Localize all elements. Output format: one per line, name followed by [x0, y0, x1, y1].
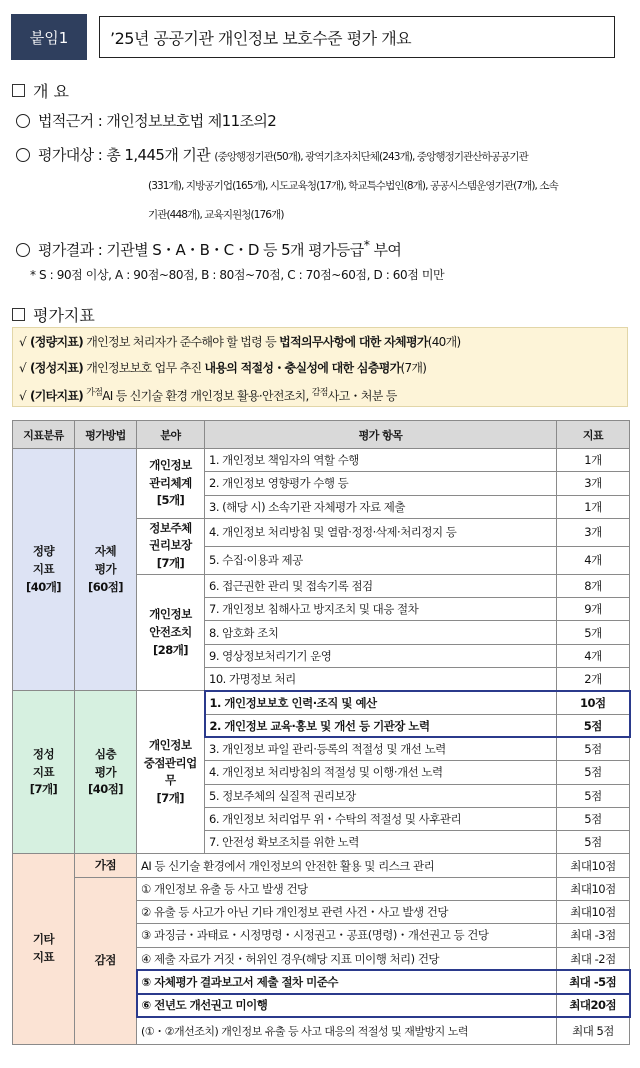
target-detail-2: (331개), 지방공기업(165개), 시도교육청(17개), 학교특수법인(8개), 공공시스템운영기관(7개), 소속	[148, 180, 558, 192]
circle-bullet-icon	[16, 243, 30, 257]
item-cell: ④ 제출 자료가 거짓・허위인 경우(해당 지표 미이행 처리) 건당	[137, 947, 557, 970]
table-row	[13, 877, 630, 900]
count-cell: 최대 5점	[557, 1017, 630, 1044]
result-line: 평가결과 : 기관별 S・A・B・C・D 등 5개 평가등급* 부여	[16, 237, 401, 260]
count-cell: 8개	[557, 574, 630, 597]
count-cell: 최대10점	[557, 901, 630, 924]
item-cell-highlighted: ⑤ 자체평가 결과보고서 제출 절차 미준수	[137, 970, 557, 993]
header-field: 분야	[137, 421, 205, 449]
check-icon: √	[19, 389, 26, 403]
count-cell: 9개	[557, 598, 630, 621]
quant-method-cell: 자체 평가 [60점]	[75, 449, 137, 691]
count-cell-highlighted: 5점	[557, 714, 630, 737]
count-cell: 3개	[557, 518, 630, 546]
count-cell: 1개	[557, 495, 630, 518]
target-detail: (중앙행정기관(50개), 광역기초자치단체(243개), 중앙행정기관산하공공기관	[214, 151, 528, 163]
evaluation-table	[12, 420, 631, 1045]
bonus-cell: 가점	[75, 854, 137, 877]
header-class: 지표분류	[13, 421, 75, 449]
header-item: 평가 항목	[205, 421, 557, 449]
check-icon: √	[19, 361, 26, 375]
item-cell: 10. 가명정보 처리	[205, 668, 557, 691]
indicators-heading: 평가지표	[12, 303, 95, 326]
item-cell: 5. 정보주체의 실질적 권리보장	[205, 784, 557, 807]
item-cell: 8. 암호화 조치	[205, 621, 557, 644]
item-cell: 5. 수집·이용과 제공	[205, 546, 557, 574]
count-cell: 3개	[557, 472, 630, 495]
square-icon	[12, 84, 25, 97]
legal-basis: 법적근거 : 개인정보보호법 제11조의2	[16, 110, 276, 131]
count-cell: 2개	[557, 668, 630, 691]
count-cell-highlighted: 최대20점	[557, 994, 630, 1017]
count-cell-highlighted: 최대 -5점	[557, 970, 630, 993]
count-cell: 1개	[557, 449, 630, 472]
header-method: 평가방법	[75, 421, 137, 449]
item-cell: 9. 영상정보처리기기 운영	[205, 644, 557, 667]
count-cell: 5점	[557, 831, 630, 854]
item-cell: 3. 개인정보 파일 관리·등록의 적절성 및 개선 노력	[205, 737, 557, 760]
count-cell: 최대 -3점	[557, 924, 630, 947]
count-cell: 5개	[557, 621, 630, 644]
count-cell: 4개	[557, 644, 630, 667]
quant-class-cell: 정량 지표 [40개]	[13, 449, 75, 691]
circle-bullet-icon	[16, 114, 30, 128]
table-row	[13, 449, 630, 472]
item-cell: 6. 개인정보 처리업무 위・수탁의 적절성 및 사후관리	[205, 807, 557, 830]
page-title: ’25년 공공기관 개인정보 보호수준 평가 개요	[99, 16, 615, 58]
item-cell: 2. 개인정보 영향평가 수행 등	[205, 472, 557, 495]
item-cell: 7. 안전성 확보조치를 위한 노력	[205, 831, 557, 854]
item-cell: (①・②개선조치) 개인정보 유출 등 사고 대응의 적절성 및 재발방지 노력	[137, 1017, 557, 1044]
qual-class-cell: 정성 지표 [7개]	[13, 691, 75, 854]
field-focus: 개인정보 중점관리업 무 [7개]	[137, 691, 205, 854]
item-cell: 4. 개인정보 처리방침의 적절성 및 이행·개선 노력	[205, 761, 557, 784]
count-cell: 4개	[557, 546, 630, 574]
header-count: 지표	[557, 421, 630, 449]
count-cell: 5점	[557, 737, 630, 760]
indicator-line-qual: √ (정성지표) 개인정보보호 업무 추진 내용의 적절성・충실성에 대한 심층평가(7개)	[19, 361, 427, 375]
item-cell: ① 개인정보 유출 등 사고 발생 건당	[137, 877, 557, 900]
item-cell: 1. 개인정보 책임자의 역할 수행	[205, 449, 557, 472]
table-header-row	[13, 421, 630, 449]
item-cell: ② 유출 등 사고가 아닌 기타 개인정보 관련 사건・사고 발생 건당	[137, 901, 557, 924]
count-cell: 최대10점	[557, 877, 630, 900]
square-icon	[12, 308, 25, 321]
penalty-cell: 감점	[75, 877, 137, 1044]
item-cell-highlighted: ⑥ 전년도 개선권고 미이행	[137, 994, 557, 1017]
table-row	[13, 691, 630, 714]
table-row	[13, 854, 630, 877]
field-rights: 정보주체 권리보장 [7개]	[137, 518, 205, 574]
count-cell: 최대10점	[557, 854, 630, 877]
item-cell: 6. 접근권한 관리 및 접속기록 점검	[205, 574, 557, 597]
item-cell: AI 등 신기술 환경에서 개인정보의 안전한 활용 및 리스크 관리	[137, 854, 557, 877]
field-safety: 개인정보 안전조치 [28개]	[137, 574, 205, 690]
circle-bullet-icon	[16, 148, 30, 162]
attachment-badge: 붙임1	[11, 14, 87, 60]
item-cell-highlighted: 2. 개인정보 교육·홍보 및 개선 등 기관장 노력	[205, 714, 557, 737]
header	[11, 14, 617, 62]
count-cell-highlighted: 10점	[557, 691, 630, 714]
count-cell: 5점	[557, 807, 630, 830]
count-cell: 최대 -2점	[557, 947, 630, 970]
indicators-callout	[12, 327, 628, 407]
indicator-line-quant: √ (정량지표) 개인정보 처리자가 준수해야 할 법령 등 법적의무사항에 대한 자체평가(40개)	[19, 335, 461, 349]
item-cell: 4. 개인정보 처리방침 및 열람·정정·삭제·처리정지 등	[205, 518, 557, 546]
target-line: 평가대상 : 총 1,445개 기관 (중앙행정기관(50개), 광역기초자치단체(243개), 중앙행정기관산하공공기관	[16, 144, 528, 165]
check-icon: √	[19, 335, 26, 349]
target-detail-3: 기관(448개), 교육지원청(176개)	[148, 209, 284, 221]
overview-heading: 개 요	[12, 79, 69, 102]
count-cell: 5점	[557, 761, 630, 784]
item-cell: 7. 개인정보 침해사고 방지조치 및 대응 절차	[205, 598, 557, 621]
item-cell-highlighted: 1. 개인정보보호 인력·조직 및 예산	[205, 691, 557, 714]
etc-class-cell: 기타 지표	[13, 854, 75, 1044]
grade-note: * S : 90점 이상, A : 90점~80점, B : 80점~70점, C : 70점~60점, D : 60점 미만	[30, 268, 445, 282]
indicator-line-etc: √ (기타지표) $^{가점}$AI 등 신기술 환경 개인정보 활용·안전조치, $^{감점}$사고・처분 등	[19, 388, 397, 403]
item-cell: 3. (해당 시) 소속기관 자체평가 자료 제출	[205, 495, 557, 518]
field-mgmt: 개인정보 관리체계 [5개]	[137, 449, 205, 519]
count-cell: 5점	[557, 784, 630, 807]
qual-method-cell: 심층 평가 [40점]	[75, 691, 137, 854]
item-cell: ③ 과징금・과태료・시정명령・시정권고・공표(명령)・개선권고 등 건당	[137, 924, 557, 947]
